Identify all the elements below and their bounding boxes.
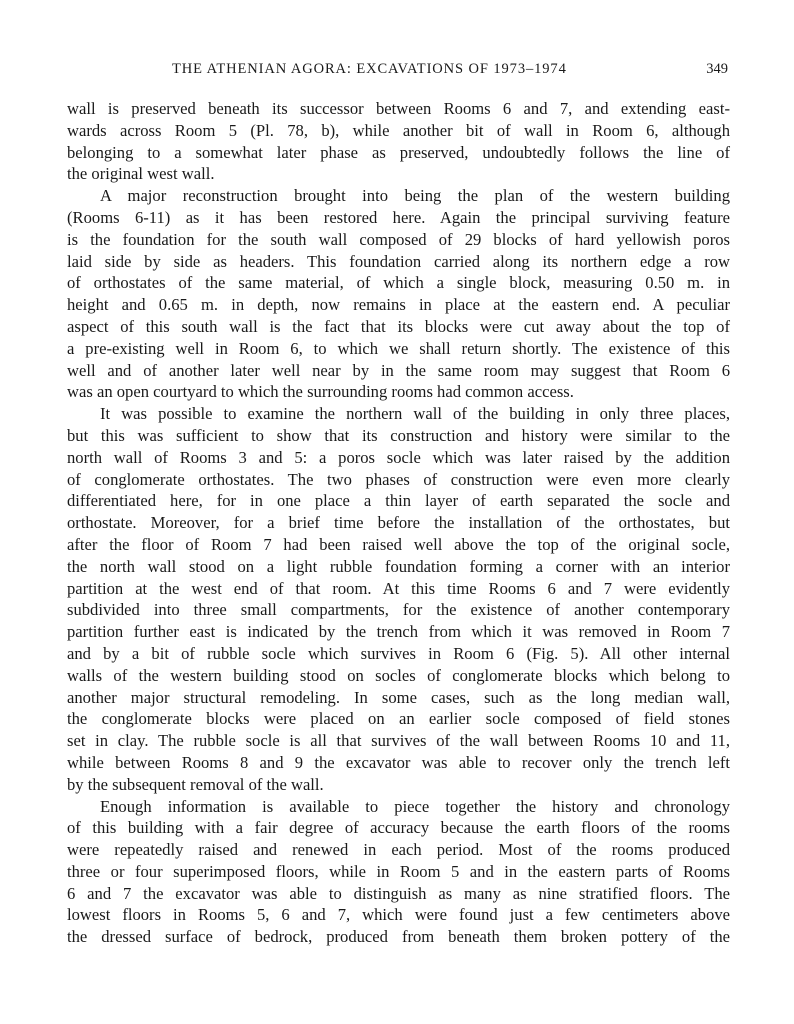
text-line: wards across Room 5 (Pl. 78, b), while another bit of wall in Room 6, although bbox=[67, 120, 730, 140]
text-line: while between Rooms 8 and 9 the excavator was able to recover only the trench left bbox=[67, 752, 730, 772]
text-line: but this was sufficient to show that its construction and history were similar to the bbox=[67, 425, 730, 445]
page-number: 349 bbox=[706, 61, 728, 77]
text-line: orthostate. Moreover, for a brief time before the installation of the orthostates, but bbox=[67, 513, 730, 533]
paragraph bbox=[67, 796, 730, 949]
text-line: It was possible to examine the northern wall of the building in only three places, bbox=[100, 404, 730, 424]
running-title: THE ATHENIAN AGORA: EXCAVATIONS OF 1973–1974 bbox=[172, 61, 567, 77]
text-line: partition further east is indicated by the trench from which it was removed in Room 7 bbox=[67, 622, 730, 642]
text-line: aspect of this south wall is the fact that its blocks were cut away about the top of bbox=[67, 316, 730, 336]
text-line: Enough information is available to piece together the history and chronology bbox=[100, 796, 730, 816]
text-line: a pre-existing well in Room 6, to which we shall return shortly. The existence of this bbox=[67, 338, 730, 358]
book-page bbox=[67, 58, 730, 948]
text-line: walls of the western building stood on socles of conglomerate blocks which belong to bbox=[67, 665, 730, 685]
body-text bbox=[67, 98, 730, 948]
text-line: another major structural remodeling. In some cases, such as the long median wall, bbox=[67, 687, 730, 707]
text-line: three or four superimposed floors, while in Room 5 and in the eastern parts of Rooms bbox=[67, 861, 730, 881]
text-line: laid side by side as headers. This foundation carried along its northern edge a row bbox=[67, 251, 730, 271]
text-line: the original west wall. bbox=[67, 164, 215, 184]
text-line: after the floor of Room 7 had been raised well above the top of the original socle, bbox=[67, 534, 730, 554]
text-line: set in clay. The rubble socle is all that survives of the wall between Rooms 10 and 11, bbox=[67, 731, 730, 751]
text-line: wall is preserved beneath its successor between Rooms 6 and 7, and extending east- bbox=[67, 99, 730, 118]
text-line: differentiated here, for in one place a thin layer of earth separated the socle and bbox=[67, 491, 730, 511]
text-line: A major reconstruction brought into being the plan of the western building bbox=[100, 186, 730, 206]
text-line: were repeatedly raised and renewed in each period. Most of the rooms produced bbox=[67, 840, 730, 860]
text-line: well and of another later well near by in the same room may suggest that Room 6 bbox=[67, 360, 730, 380]
text-line: of this building with a fair degree of accuracy because the earth floors of the rooms bbox=[67, 818, 730, 838]
text-line: was an open courtyard to which the surrounding rooms had common access. bbox=[67, 382, 574, 402]
text-line: and by a bit of rubble socle which survives in Room 6 (Fig. 5). All other internal bbox=[67, 643, 730, 663]
text-line: of orthostates of the same material, of which a single block, measuring 0.50 m. in bbox=[67, 273, 730, 293]
paragraph bbox=[67, 403, 730, 795]
text-line: subdivided into three small compartments, for the existence of another contemporary bbox=[67, 600, 730, 620]
text-line: lowest floors in Rooms 5, 6 and 7, which were found just a few centimeters above bbox=[67, 905, 730, 925]
text-line: height and 0.65 m. in depth, now remains in place at the eastern end. A peculiar bbox=[67, 295, 730, 315]
text-line: the conglomerate blocks were placed on an earlier socle composed of field stones bbox=[67, 709, 730, 729]
text-line: the north wall stood on a light rubble foundation forming a corner with an interior bbox=[67, 556, 730, 576]
text-line: (Rooms 6-11) as it has been restored here. Again the principal surviving feature bbox=[67, 207, 730, 227]
paragraph bbox=[67, 98, 730, 185]
text-line: partition at the west end of that room. At this time Rooms 6 and 7 were evidently bbox=[67, 578, 730, 598]
text-line: of conglomerate orthostates. The two phases of construction were even more clearly bbox=[67, 469, 730, 489]
running-head bbox=[67, 58, 730, 84]
text-line: is the foundation for the south wall composed of 29 blocks of hard yellowish poros bbox=[67, 229, 730, 249]
text-line: north wall of Rooms 3 and 5: a poros socle which was later raised by the addition bbox=[67, 447, 730, 467]
text-line: belonging to a somewhat later phase as preserved, undoubtedly follows the line of bbox=[67, 142, 730, 162]
text-line: the dressed surface of bedrock, produced from beneath them broken pottery of the bbox=[67, 927, 730, 947]
text-line: 6 and 7 the excavator was able to distinguish as many as nine stratified floors. The bbox=[67, 883, 730, 903]
paragraph bbox=[67, 185, 730, 403]
text-line: by the subsequent removal of the wall. bbox=[67, 774, 324, 794]
